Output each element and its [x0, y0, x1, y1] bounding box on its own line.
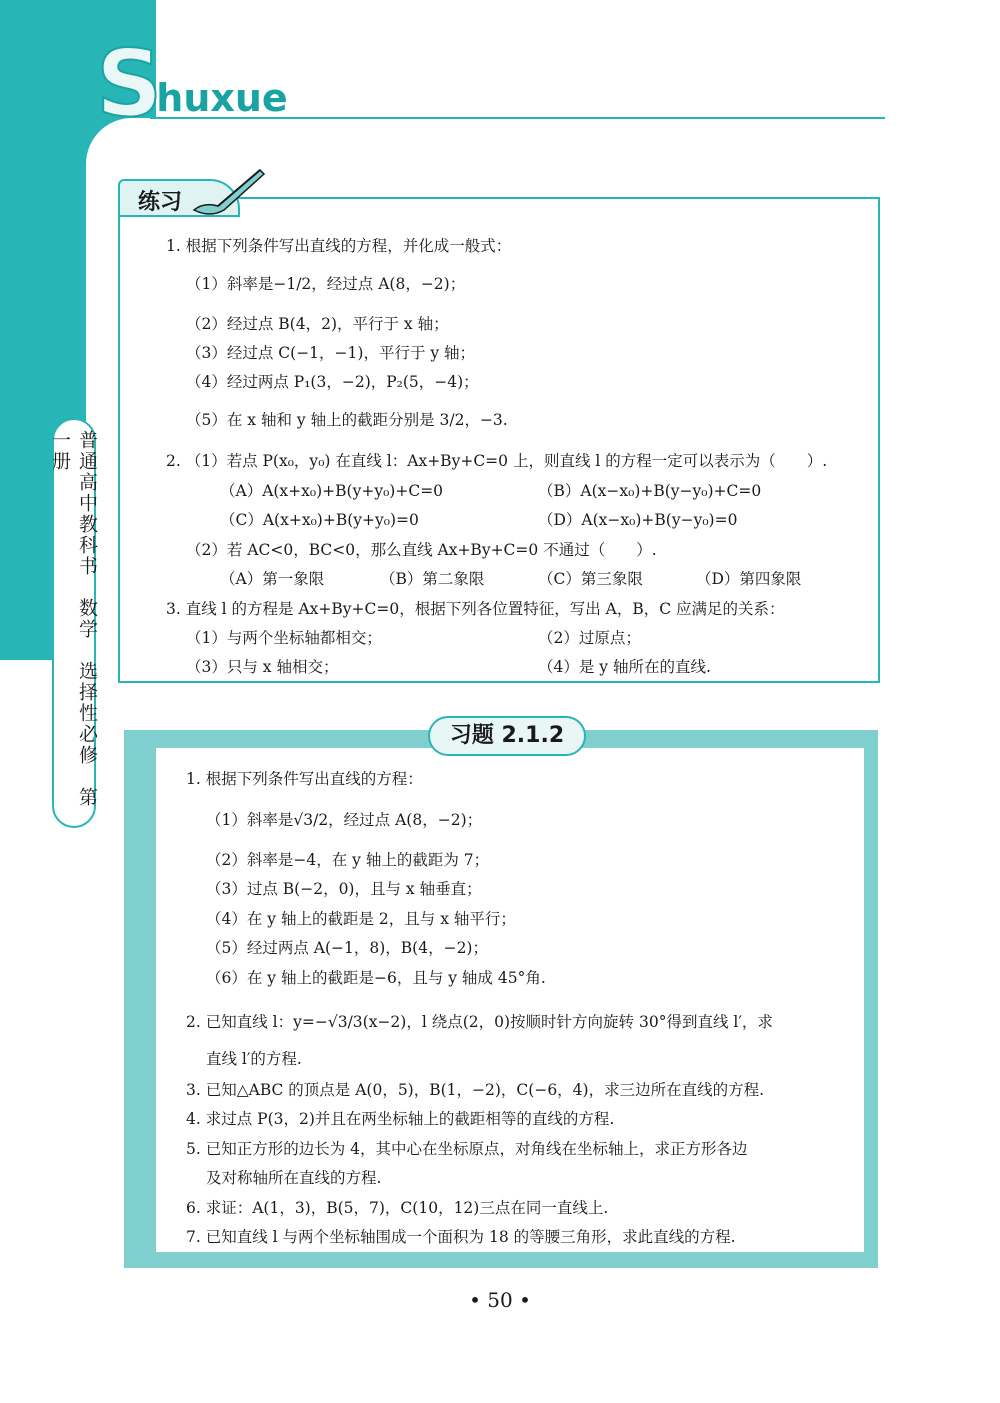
practice-q2-2a: （A）第一象限 — [220, 570, 325, 588]
practice-q2-c: （C）A(x+x₀)+B(y+y₀)=0 — [220, 511, 419, 529]
practice-q2-2b: （B）第二象限 — [380, 570, 485, 588]
practice-q2-2: （2）若 AC<0，BC<0，那么直线 Ax+By+C=0 不通过（ ）. — [186, 541, 657, 559]
exercise-q2: 2. 已知直线 l：y=−√3/3(x−2)，l 绕点(2，0)按顺时针方向旋转 30°得到直线 l′，求 — [186, 1013, 773, 1031]
exercise-q1-1: （1）斜率是√3/2，经过点 A(8，−2)； — [206, 811, 483, 829]
exercise-q1-4: （4）在 y 轴上的截距是 2，且与 x 轴平行； — [206, 910, 516, 928]
practice-q3-3: （3）只与 x 轴相交； — [186, 658, 339, 676]
practice-q2-a: （A）A(x+x₀)+B(y+y₀)+C=0 — [220, 482, 444, 500]
side-tab — [49, 418, 98, 828]
exercise-q6: 6. 求证：A(1，3)，B(5，7)，C(10，12)三点在同一直线上. — [186, 1199, 609, 1217]
exercise-q1-5: （5）经过两点 A(−1，8)，B(4，−2)； — [206, 939, 488, 957]
practice-q1-4: （4）经过两点 P₁(3，−2)，P₂(5，−4)； — [186, 373, 479, 391]
logo-rest: huxue — [156, 76, 288, 120]
practice-q1-2: （2）经过点 B(4，2)，平行于 x 轴； — [186, 315, 449, 333]
logo-big-letter: S — [96, 30, 163, 137]
practice-q2-2d: （D）第四象限 — [696, 570, 802, 588]
practice-q3: 3. 直线 l 的方程是 Ax+By+C=0，根据下列各位置特征，写出 A，B，C 应满足的关系： — [166, 600, 785, 618]
practice-q1: 1. 根据下列条件写出直线的方程，并化成一般式： — [166, 237, 512, 255]
practice-q1-3: （3）经过点 C(−1，−1)，平行于 y 轴； — [186, 344, 476, 362]
exercise-q1-3: （3）过点 B(−2，0)，且与 x 轴垂直； — [206, 880, 482, 898]
exercise-q1: 1. 根据下列条件写出直线的方程： — [186, 770, 423, 788]
exercise-q1-6: （6）在 y 轴上的截距是−6，且与 y 轴成 45°角. — [206, 969, 546, 987]
practice-q2-2c: （C）第三象限 — [538, 570, 643, 588]
exercise-q1-2: （2）斜率是−4，在 y 轴上的截距为 7； — [206, 851, 490, 869]
page-number: • 50 • — [469, 1288, 531, 1312]
practice-q3-1: （1）与两个坐标轴都相交； — [186, 629, 382, 647]
exercise-title: 习题 2.1.2 — [428, 716, 586, 756]
practice-q2-b: （B）A(x−x₀)+B(y−y₀)+C=0 — [538, 482, 762, 500]
pen-icon — [188, 162, 268, 222]
shuxue-logo — [96, 30, 294, 137]
exercise-q3: 3. 已知△ABC 的顶点是 A(0，5)，B(1，−2)，C(−6，4)，求三边所在直线的方程. — [186, 1081, 765, 1099]
exercise-q5-cont: 及对称轴所在直线的方程. — [206, 1169, 382, 1187]
exercise-q4: 4. 求过点 P(3，2)并且在两坐标轴上的截距相等的直线的方程. — [186, 1110, 615, 1128]
practice-q1-5: （5）在 x 轴和 y 轴上的截距分别是 3/2，−3. — [186, 411, 508, 429]
practice-q2-d: （D）A(x−x₀)+B(y−y₀)=0 — [538, 511, 738, 529]
exercise-q5: 5. 已知正方形的边长为 4，其中心在坐标原点，对角线在坐标轴上，求正方形各边 — [186, 1140, 748, 1158]
exercise-q7: 7. 已知直线 l 与两个坐标轴围成一个面积为 18 的等腰三角形，求此直线的方程. — [186, 1228, 736, 1246]
practice-title: 练习 — [138, 190, 183, 215]
practice-q3-4: （4）是 y 轴所在的直线. — [538, 658, 711, 676]
side-tab-label: 普通高中教科书 数学 选择性必修 第一册 — [49, 430, 98, 808]
practice-q1-1: （1）斜率是−1/2，经过点 A(8，−2)； — [186, 275, 466, 293]
exercise-q2-cont: 直线 l′的方程. — [206, 1050, 302, 1068]
practice-q3-2: （2）过原点； — [538, 629, 641, 647]
practice-q2: 2. （1）若点 P(x₀，y₀) 在直线 l：Ax+By+C=0 上，则直线 l 的方程一定可以表示为（ ）. — [166, 452, 828, 470]
